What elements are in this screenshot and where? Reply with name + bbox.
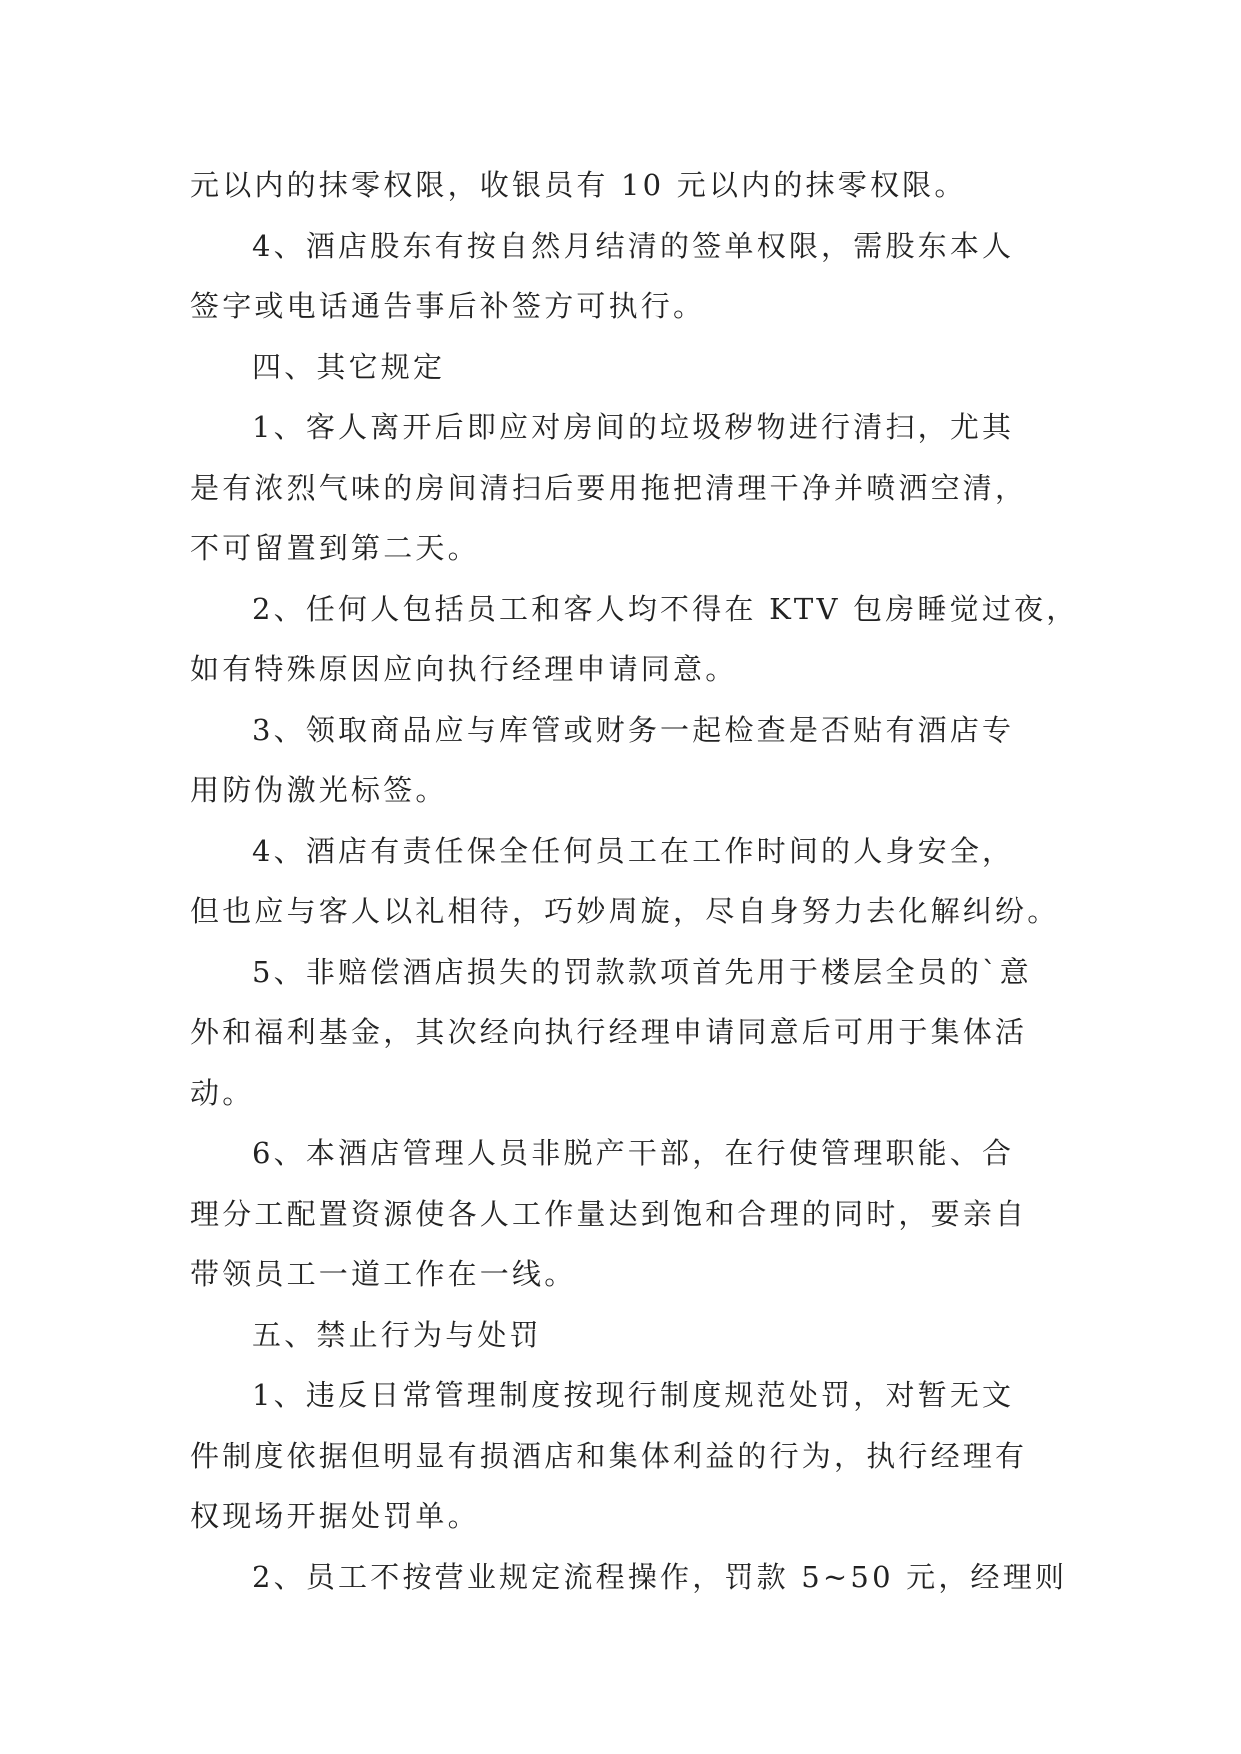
text-line: 如有特殊原因应向执行经理申请同意。 [190, 652, 738, 686]
text-line: 是有浓烈气味的房间清扫后要用拖把清理干净并喷洒空清， [190, 470, 1028, 505]
paragraph-2-no-overnight: 2、任何人包括员工和客人均不得在 KTV 包房睡觉过夜， [252, 591, 1079, 626]
text-line: 权现场开据处罚单。 [190, 1499, 480, 1533]
paragraph-1-room-cleaning: 1、客人离开后即应对房间的垃圾秽物进行清扫，尤其 [252, 410, 1015, 444]
section-heading-other-rules: 四、其它规定 [252, 349, 446, 384]
document-body [190, 155, 1079, 1607]
text-line: 动。 [190, 1075, 255, 1110]
paragraph-2-procedure-fines: 2、员工不按营业规定流程操作，罚款 5~50 元，经理则 [252, 1559, 1068, 1594]
text-line: 用防伪激光标签。 [190, 773, 448, 807]
paragraph-5-fine-usage: 5、非赔偿酒店损失的罚款款项首先用于楼层全员的`意 [252, 954, 1032, 989]
text-line: 带领员工一道工作在一线。 [190, 1257, 577, 1291]
text-line: 理分工配置资源使各人工作量达到饱和合理的同时，要亲自 [190, 1196, 1028, 1231]
paragraph-1-violations: 1、违反日常管理制度按现行制度规范处罚，对暂无文 [252, 1378, 1015, 1412]
paragraph-4-shareholder-signing: 4、酒店股东有按自然月结清的签单权限，需股东本人 [252, 228, 1015, 263]
text-line: 件制度依据但明显有损酒店和集体利益的行为，执行经理有 [190, 1438, 1028, 1473]
paragraph-3-anti-counterfeit-label: 3、领取商品应与库管或财务一起检查是否贴有酒店专 [252, 712, 1015, 747]
text-line: 但也应与客人以礼相待，巧妙周旋，尽自身努力去化解纠纷。 [190, 894, 1060, 928]
text-line: 不可留置到第二天。 [190, 531, 480, 565]
text-line: 元以内的抹零权限，收银员有 10 元以内的抹零权限。 [190, 168, 967, 202]
section-heading-prohibited-penalties: 五、禁止行为与处罚 [252, 1317, 542, 1352]
paragraph-4-employee-safety: 4、酒店有责任保全任何员工在工作时间的人身安全， [252, 833, 1015, 868]
paragraph-6-managers-frontline: 6、本酒店管理人员非脱产干部，在行使管理职能、合 [252, 1136, 1015, 1170]
text-line: 签字或电话通告事后补签方可执行。 [190, 289, 706, 323]
text-line: 外和福利基金，其次经向执行经理申请同意后可用于集体活 [190, 1015, 1028, 1049]
